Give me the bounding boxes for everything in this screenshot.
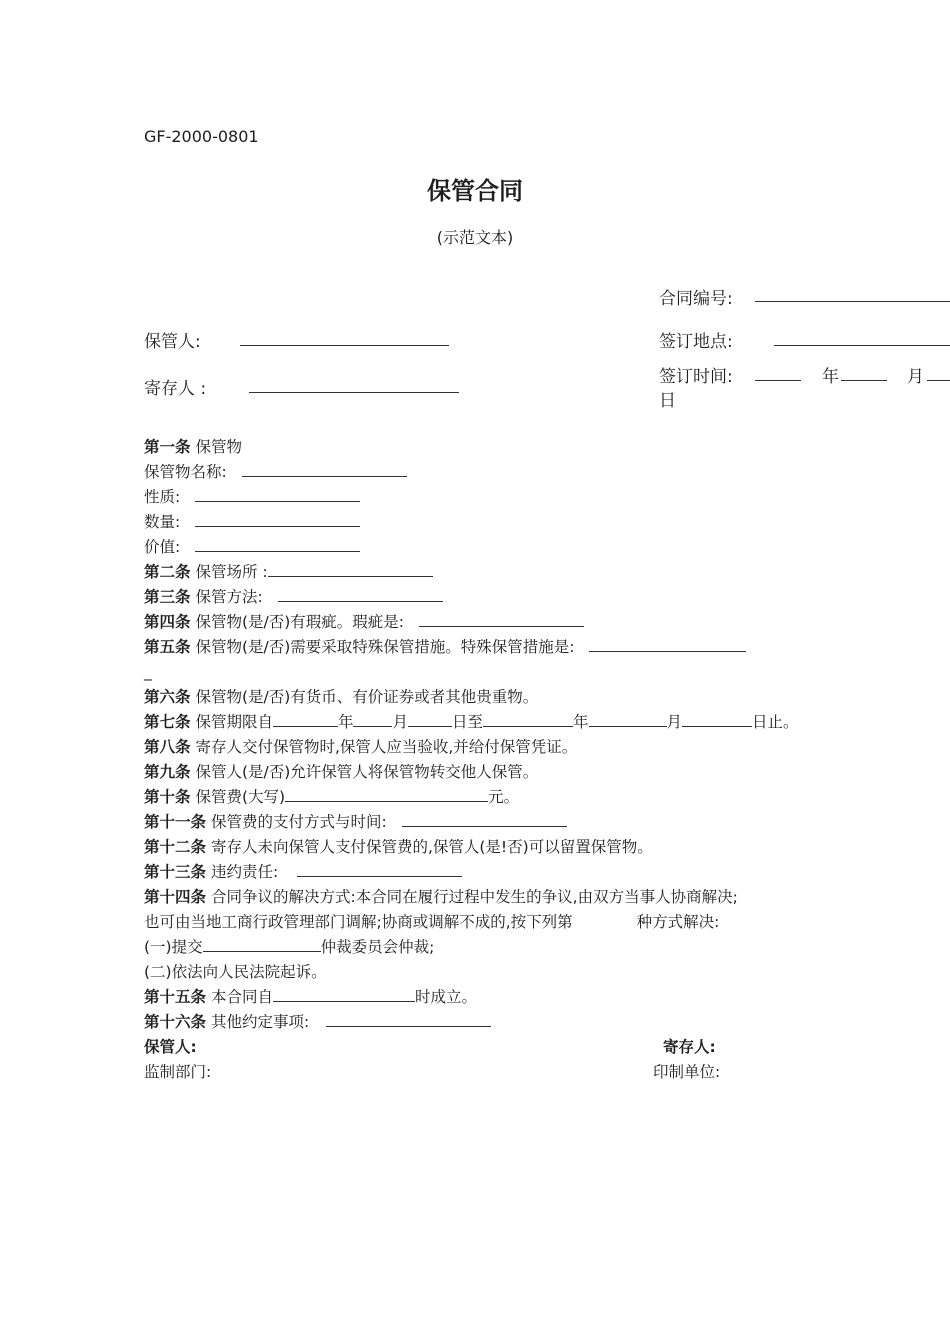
fee-amount-field[interactable]	[285, 786, 488, 802]
article-1: 第一条 保管物	[144, 438, 242, 456]
article-6: 第六条 保管物(是/否)有货币、有价证券或者其他贵重物。	[144, 688, 539, 706]
storage-method-field[interactable]	[278, 586, 443, 602]
payment-method-field[interactable]	[402, 811, 567, 827]
sign-year-unit: 年	[822, 367, 839, 387]
article-16: 第十六条 其他约定事项:	[144, 1011, 491, 1033]
end-day-field[interactable]	[682, 711, 752, 727]
article-12: 第十二条 寄存人未向保管人支付保管费的,保管人(是!否)可以留置保管物。	[144, 838, 653, 856]
article-9: 第九条 保管人(是/否)允许保管人将保管物转交他人保管。	[144, 763, 539, 781]
article-5-continuation: _	[144, 663, 152, 681]
item-qty-row: 数量:	[144, 511, 360, 533]
article-2: 第二条 保管场所 :	[144, 561, 433, 583]
document-code: GF-2000-0801	[144, 127, 259, 146]
item-nature-row: 性质:	[144, 486, 360, 508]
article-5: 第五条 保管物(是/否)需要采取特殊保管措施。特殊保管措施是:	[144, 636, 746, 658]
article-14-option-1: (一)提交 仲裁委员会仲裁;	[144, 938, 435, 956]
effective-time-field[interactable]	[273, 986, 415, 1002]
sign-time-label: 签订时间:	[659, 367, 733, 387]
printer-label: 印制单位:	[653, 1063, 721, 1081]
sign-month-field[interactable]	[841, 380, 887, 381]
article-7: 第七条 保管期限自 年 月 日至 年 月 日止。	[144, 713, 799, 731]
sign-day-field[interactable]	[927, 380, 950, 381]
depositor-signature-label: 寄存人:	[663, 1038, 716, 1056]
contract-no-field[interactable]	[755, 301, 950, 302]
article-14-line2: 也可由当地工商行政管理部门调解;协商或调解不成的,按下列第 种方式解决:	[144, 913, 720, 931]
depositor-label: 寄存人 :	[144, 379, 207, 399]
document-title: 保管合同	[427, 177, 523, 205]
article-8: 第八条 寄存人交付保管物时,保管人应当验收,并给付保管凭证。	[144, 738, 578, 756]
storage-place-field[interactable]	[268, 561, 433, 577]
depositor-field[interactable]	[249, 392, 459, 393]
keeper-field[interactable]	[240, 345, 449, 346]
item-value-row: 价值:	[144, 536, 360, 558]
document-subtitle: (示范文本)	[436, 228, 514, 247]
liability-field[interactable]	[297, 861, 462, 877]
item-name-field[interactable]	[242, 461, 407, 477]
start-day-field[interactable]	[408, 711, 452, 727]
keeper-label: 保管人:	[144, 332, 201, 352]
start-month-field[interactable]	[353, 711, 392, 727]
item-value-field[interactable]	[195, 536, 360, 552]
supervisor-label: 监制部门:	[144, 1063, 212, 1081]
defect-field[interactable]	[419, 611, 584, 627]
article-14-option-2: (二)依法向人民法院起诉。	[144, 963, 327, 981]
article-15: 第十五条 本合同自 时成立。	[144, 988, 477, 1006]
contract-no-label: 合同编号:	[659, 289, 733, 309]
sign-day-unit: 日	[659, 391, 676, 411]
item-qty-field[interactable]	[195, 511, 360, 527]
article-11: 第十一条 保管费的支付方式与时间:	[144, 811, 567, 833]
special-measures-field[interactable]	[589, 636, 746, 652]
end-year-field[interactable]	[483, 711, 573, 727]
item-name-row: 保管物名称:	[144, 461, 407, 483]
article-4: 第四条 保管物(是/否)有瑕疵。瑕疵是:	[144, 611, 584, 633]
keeper-signature-label: 保管人:	[144, 1038, 197, 1056]
arbitration-commission-field[interactable]	[203, 936, 321, 952]
sign-place-field[interactable]	[774, 345, 950, 346]
other-terms-field[interactable]	[326, 1011, 491, 1027]
sign-place-label: 签订地点:	[659, 332, 733, 352]
article-10: 第十条 保管费(大写) 元。	[144, 788, 520, 806]
sign-month-unit: 月	[907, 367, 924, 387]
article-13: 第十三条 违约责任:	[144, 861, 462, 883]
article-3: 第三条 保管方法:	[144, 586, 443, 608]
item-nature-field[interactable]	[195, 486, 360, 502]
end-month-field[interactable]	[589, 711, 667, 727]
start-year-field[interactable]	[273, 711, 338, 727]
article-14: 第十四条 合同争议的解决方式:本合同在履行过程中发生的争议,由双方当事人协商解决;	[144, 888, 738, 906]
sign-year-field[interactable]	[755, 380, 801, 381]
